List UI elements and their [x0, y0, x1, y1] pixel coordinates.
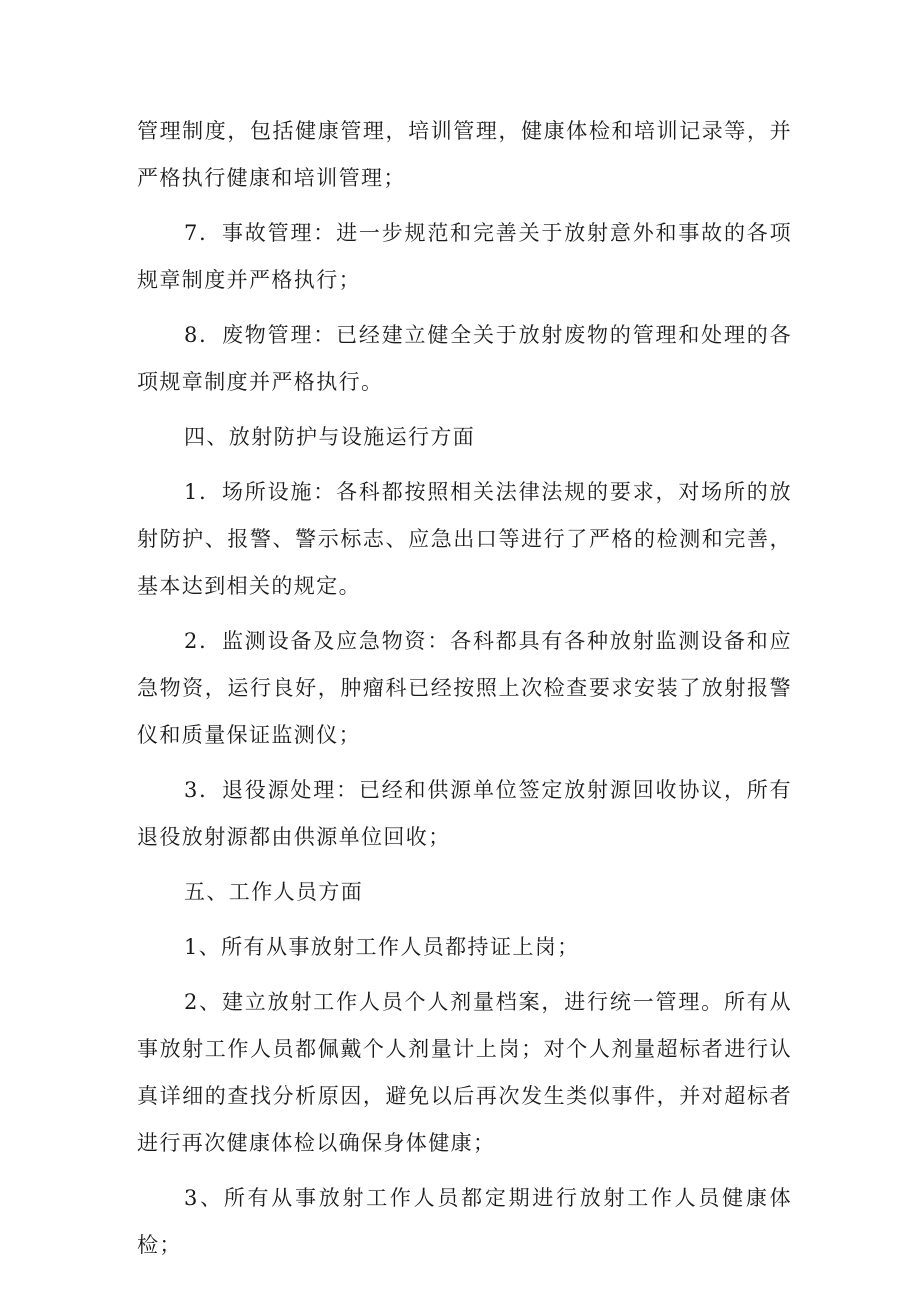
paragraph-monitoring-equipment: 2．监测设备及应急物资：各科都具有各种放射监测设备和应急物资，运行良好，肿瘤科已经按照上次检查要求安装了放射报警仪和质量保证监测仪；: [137, 629, 792, 747]
paragraph-accident-management: 7．事故管理：进一步规范和完善关于放射意外和事故的各项规章制度并严格执行；: [137, 221, 792, 292]
section-heading-staff: 五、工作人员方面: [184, 880, 364, 904]
paragraph-dose-records: 2、建立放射工作人员个人剂量档案，进行统一管理。所有从事放射工作人员都佩戴个人剂量计上岗；对个人剂量超标者进行认真详细的查找分析原因，避免以后再次发生类似事件，并对超标者进行再次健康体检以确保身体健康；: [137, 990, 792, 1155]
paragraph-health-checkup: 3、所有从事放射工作人员都定期进行放射工作人员健康体检；: [137, 1186, 792, 1257]
paragraph-staff-certified: 1、所有从事放射工作人员都持证上岗；: [184, 935, 580, 959]
paragraph-retired-source: 3．退役源处理：已经和供源单位签定放射源回收协议，所有退役放射源都由供源单位回收；: [137, 778, 792, 849]
document-body: [137, 108, 792, 1269]
section-heading-radiation-protection: 四、放射防护与设施运行方面: [184, 425, 476, 449]
paragraph-continuation: 管理制度，包括健康管理，培训管理，健康体检和培训记录等，并严格执行健康和培训管理；: [137, 119, 792, 190]
paragraph-site-facilities: 1．场所设施：各科都按照相关法律法规的要求，对场所的放射防护、报警、警示标志、应急出口等进行了严格的检测和完善，基本达到相关的规定。: [137, 480, 792, 598]
paragraph-waste-management: 8．废物管理：已经建立健全关于放射废物的管理和处理的各项规章制度并严格执行。: [137, 323, 792, 394]
